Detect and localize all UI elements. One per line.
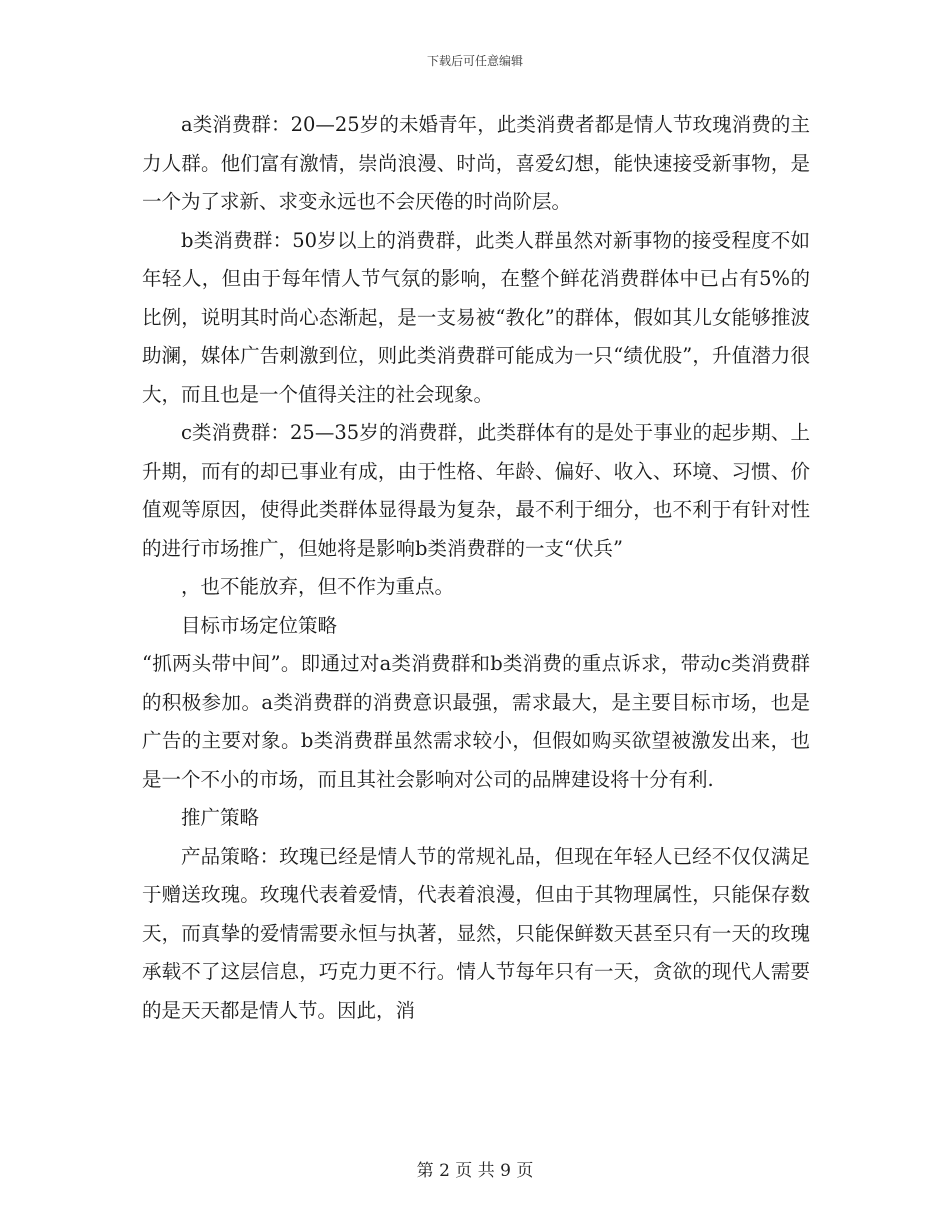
document-body xyxy=(142,106,810,1030)
paragraph-b-consumers: b类消费群：50岁以上的消费群，此类人群虽然对新事物的接受程度不如年轻人，但由于每年情人节气氛的影响，在整个鲜花消费群体中已占有5%的比例，说明其时尚心态渐起，是一支易被“教化”的群体，假如其儿女能够推波助澜，媒体广告刺激到位，则此类消费群可能成为一只“绩优股”，升值潜力很大，而且也是一个值得关注的社会现象。 xyxy=(142,228,810,406)
page-header: 下载后可任意编辑 xyxy=(426,54,523,68)
paragraph-a-consumers: a类消费群：20—25岁的未婚青年，此类消费者都是情人节玫瑰消费的主力人群。他们富有激情，崇尚浪漫、时尚，喜爱幻想，能快速接受新事物，是一个为了求新、求变永远也不会厌倦的时尚阶层。 xyxy=(142,113,810,213)
paragraph-c-continuation: ，也不能放弃，但不作为重点。 xyxy=(181,575,455,598)
paragraph-c-consumers: c类消费群：25—35岁的消费群，此类群体有的是处于事业的起步期、上升期，而有的却已事业有成，由于性格、年龄、偏好、收入、环境、习惯、价值观等原因，使得此类群体显得最为复杂，最不利于细分，也不利于有针对性的进行市场推广，但她将是影响b类消费群的一支“伏兵” xyxy=(142,421,810,560)
paragraph-target-strategy: “抓两头带中间”。即通过对a类消费群和b类消费的重点诉求，带动c类消费群的积极参加。a类消费群的消费意识最强，需求最大，是主要目标市场，也是广告的主要对象。b类消费群虽然需求较小，但假如购买欲望被激发出来，也是一个不小的市场，而且其社会影响对公司的品牌建设将十分有利. xyxy=(142,652,810,791)
heading-promotion: 推广策略 xyxy=(181,806,260,829)
heading-target-market: 目标市场定位策略 xyxy=(181,613,338,637)
paragraph-product-strategy: 产品策略：玫瑰已经是情人节的常规礼品，但现在年轻人已经不仅仅满足于赠送玫瑰。玫瑰代表着爱情，代表着浪漫，但由于其物理属性，只能保存数天，而真挚的爱情需要永恒与执著，显然，只能保鲜数天甚至只有一天的玫瑰承载不了这层信息，巧克力更不行。情人节每年只有一天，贪欲的现代人需要的是天天都是情人节。因此，消 xyxy=(142,844,810,1022)
page-footer: 第 2 页 共 9 页 xyxy=(416,1161,534,1181)
